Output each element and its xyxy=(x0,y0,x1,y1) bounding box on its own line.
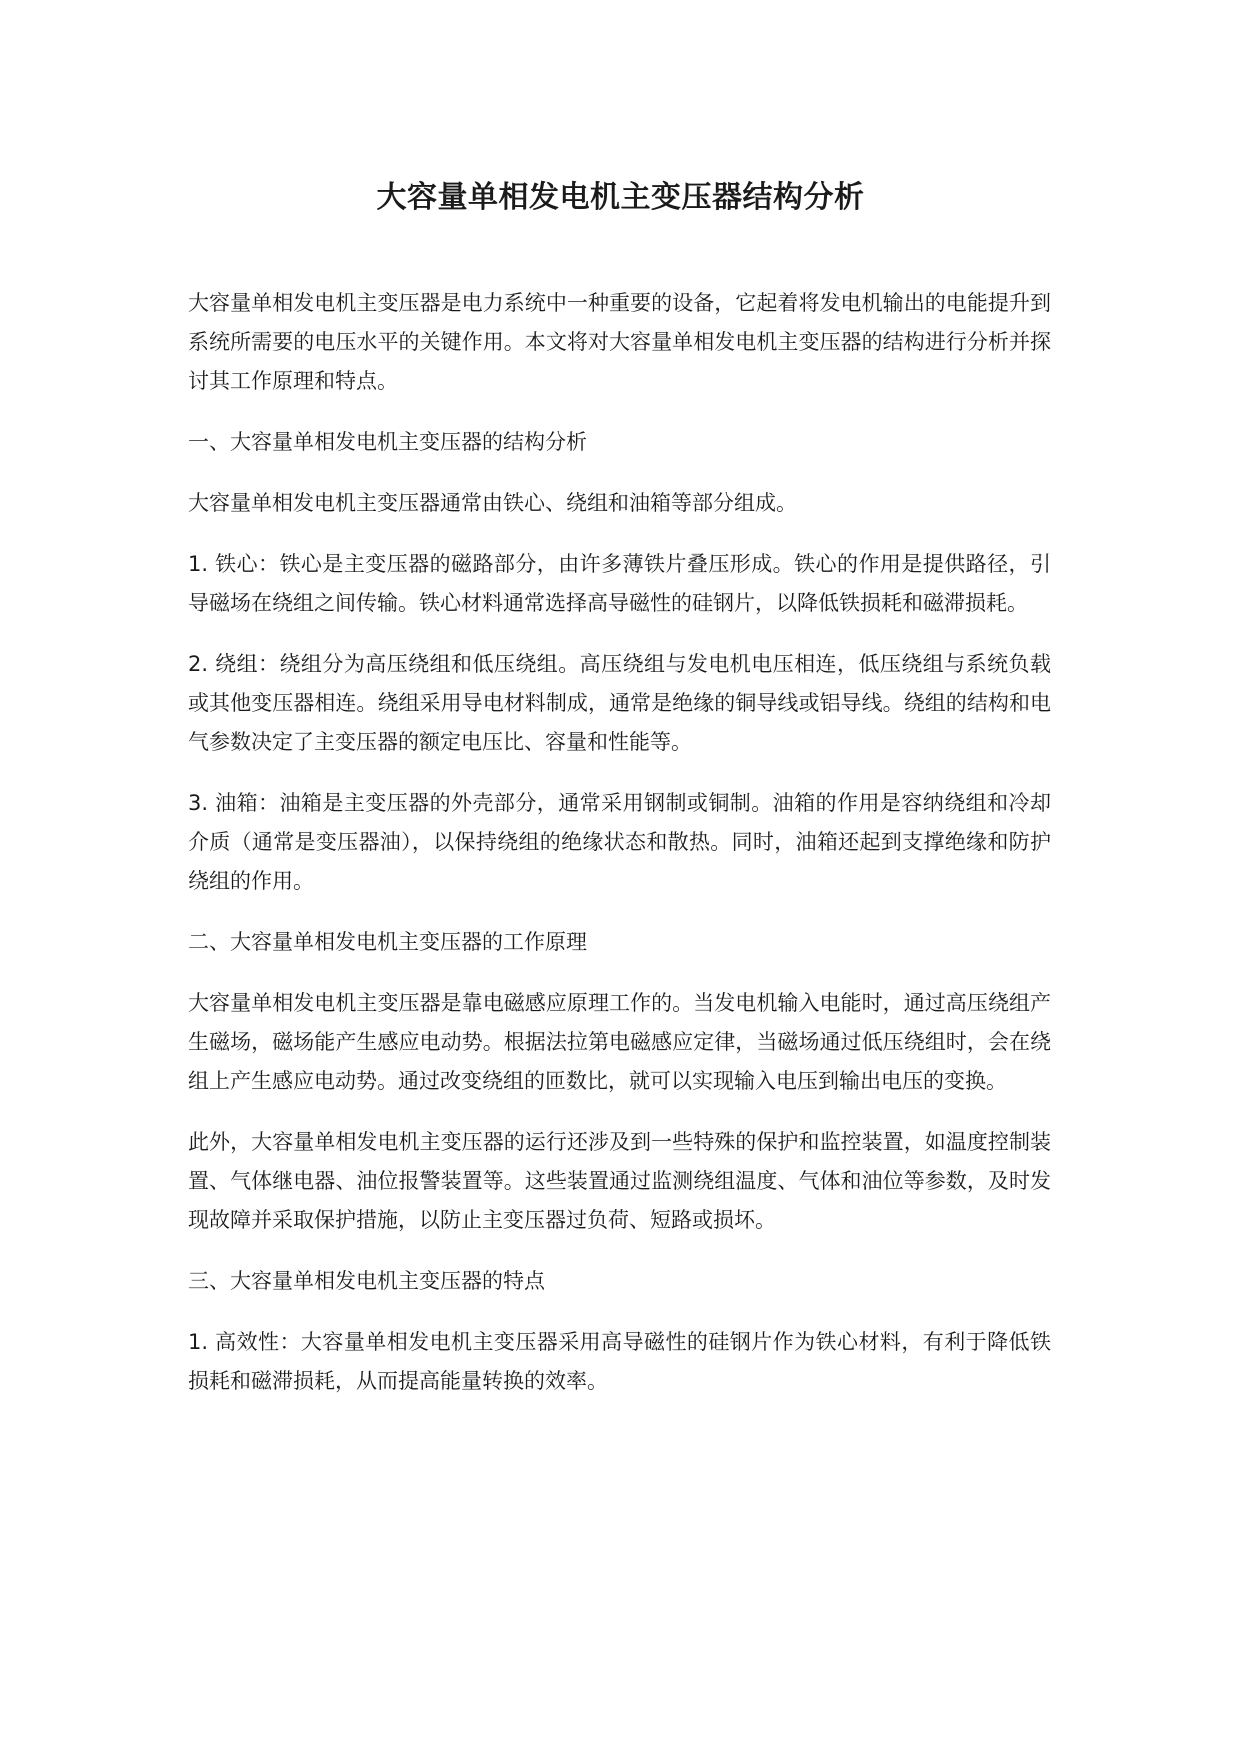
section-heading-structure: 一、大容量单相发电机主变压器的结构分析 xyxy=(188,430,587,454)
protection-paragraph: 此外，大容量单相发电机主变压器的运行还涉及到一些特殊的保护和监控装置，如温度控制装置、气体继电器、油位报警装置等。这些装置通过监测绕组温度、气体和油位等参数，及时发现故障并采取保护措施，以防止主变压器过负荷、短路或损坏。 xyxy=(188,1130,1051,1232)
winding-paragraph: 2. 绕组：绕组分为高压绕组和低压绕组。高压绕组与发电机电压相连，低压绕组与系统负载或其他变压器相连。绕组采用导电材料制成，通常是绝缘的铜导线或铝导线。绕组的结构和电气参数决定了主变压器的额定电压比、容量和性能等。 xyxy=(188,652,1051,754)
document-body xyxy=(188,284,1051,1423)
structure-overview-paragraph: 大容量单相发电机主变压器通常由铁心、绕组和油箱等部分组成。 xyxy=(188,491,797,515)
section-heading-principle: 二、大容量单相发电机主变压器的工作原理 xyxy=(188,930,587,954)
intro-paragraph: 大容量单相发电机主变压器是电力系统中一种重要的设备，它起着将发电机输出的电能提升到系统所需要的电压水平的关键作用。本文将对大容量单相发电机主变压器的结构进行分析并探讨其工作原理和特点。 xyxy=(188,291,1051,393)
oil-tank-paragraph: 3. 油箱：油箱是主变压器的外壳部分，通常采用钢制或铜制。油箱的作用是容纳绕组和冷却介质（通常是变压器油），以保持绕组的绝缘状态和散热。同时，油箱还起到支撑绝缘和防护绕组的作用。 xyxy=(188,791,1051,893)
document-title: 大容量单相发电机主变压器结构分析 xyxy=(376,180,865,215)
principle-paragraph: 大容量单相发电机主变压器是靠电磁感应原理工作的。当发电机输入电能时，通过高压绕组产生磁场，磁场能产生感应电动势。根据法拉第电磁感应定律，当磁场通过低压绕组时，会在绕组上产生感应电动势。通过改变绕组的匝数比，就可以实现输入电压到输出电压的变换。 xyxy=(188,991,1051,1093)
core-paragraph: 1. 铁心：铁心是主变压器的磁路部分，由许多薄铁片叠压形成。铁心的作用是提供路径，引导磁场在绕组之间传输。铁心材料通常选择高导磁性的硅钢片，以降低铁损耗和磁滞损耗。 xyxy=(188,552,1051,615)
efficiency-paragraph: 1. 高效性：大容量单相发电机主变压器采用高导磁性的硅钢片作为铁心材料，有利于降低铁损耗和磁滞损耗，从而提高能量转换的效率。 xyxy=(188,1330,1051,1393)
section-heading-features: 三、大容量单相发电机主变压器的特点 xyxy=(188,1269,545,1293)
